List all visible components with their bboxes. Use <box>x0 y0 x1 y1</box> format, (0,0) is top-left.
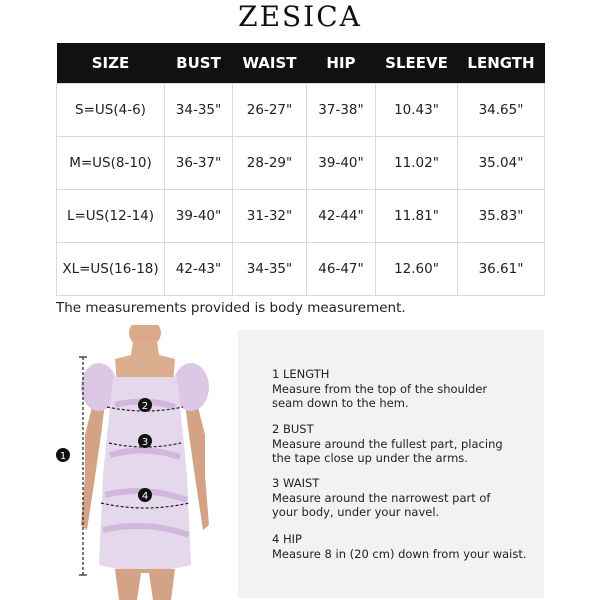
cell-size: L=US(12-14) <box>57 190 165 243</box>
cell-bust: 34-35" <box>165 84 233 137</box>
header-waist: WAIST <box>233 43 307 84</box>
dress-model-illustration <box>55 325 235 600</box>
instruction-heading: 4 HIP <box>272 532 302 546</box>
cell-hip: 42-44" <box>307 190 376 243</box>
table-row <box>57 243 545 296</box>
cell-size: M=US(8-10) <box>57 137 165 190</box>
svg-text:2: 2 <box>141 401 149 412</box>
table-row <box>57 84 545 137</box>
table-header-row <box>57 43 545 84</box>
instruction-line: Measure around the narrowest part of <box>272 490 491 505</box>
brand-logo: ZESICA <box>238 0 362 33</box>
instruction-line: Measure from the top of the shoulder <box>272 381 488 396</box>
model-right-arm <box>185 395 209 530</box>
cell-sleeve: 11.02" <box>376 137 458 190</box>
svg-text:4: 4 <box>141 491 149 502</box>
model-legs <box>115 569 175 600</box>
header-hip: HIP <box>307 43 376 84</box>
instruction-length <box>272 367 487 411</box>
instruction-line: Measure 8 in (20 cm) down from your waist. <box>272 546 527 561</box>
cell-sleeve: 12.60" <box>376 243 458 296</box>
instruction-line: Measure around the fullest part, placing <box>272 436 503 451</box>
cell-bust: 42-43" <box>165 243 233 296</box>
cell-length: 36.61" <box>458 243 545 296</box>
cell-length: 34.65" <box>458 84 545 137</box>
instruction-heading: 2 BUST <box>272 422 314 436</box>
header-size: SIZE <box>57 43 165 84</box>
cell-waist: 34-35" <box>233 243 307 296</box>
cell-hip: 46-47" <box>307 243 376 296</box>
instruction-line: seam down to the hem. <box>272 396 409 410</box>
header-length: LENGTH <box>458 43 545 84</box>
marker-3 <box>138 434 152 448</box>
cell-sleeve: 10.43" <box>376 84 458 137</box>
instruction-bust <box>272 422 503 466</box>
cell-size: XL=US(16-18) <box>57 243 165 296</box>
instruction-heading: 1 LENGTH <box>272 367 330 381</box>
instruction-line: the tape close up under the arms. <box>272 451 468 465</box>
marker-1 <box>56 448 70 462</box>
marker-2 <box>138 398 152 412</box>
cell-sleeve: 11.81" <box>376 190 458 243</box>
instruction-heading: 3 WAIST <box>272 476 320 490</box>
cell-length: 35.04" <box>458 137 545 190</box>
size-chart-table <box>56 43 545 296</box>
header-sleeve: SLEEVE <box>376 43 458 84</box>
cell-hip: 37-38" <box>307 84 376 137</box>
cell-waist: 26-27" <box>233 84 307 137</box>
cell-bust: 39-40" <box>165 190 233 243</box>
table-row <box>57 137 545 190</box>
cell-hip: 39-40" <box>307 137 376 190</box>
cell-bust: 36-37" <box>165 137 233 190</box>
measurement-note: The measurements provided is body measurement. <box>56 300 406 316</box>
cell-waist: 31-32" <box>233 190 307 243</box>
instruction-hip <box>272 532 527 561</box>
model-left-arm <box>81 395 105 530</box>
instruction-line: your body, under your navel. <box>272 505 440 519</box>
cell-size: S=US(4-6) <box>57 84 165 137</box>
header-bust: BUST <box>165 43 233 84</box>
cell-waist: 28-29" <box>233 137 307 190</box>
svg-text:1: 1 <box>59 451 67 462</box>
svg-text:3: 3 <box>141 437 149 448</box>
instruction-waist <box>272 476 490 520</box>
table-row <box>57 190 545 243</box>
marker-4 <box>138 488 152 502</box>
cell-length: 35.83" <box>458 190 545 243</box>
